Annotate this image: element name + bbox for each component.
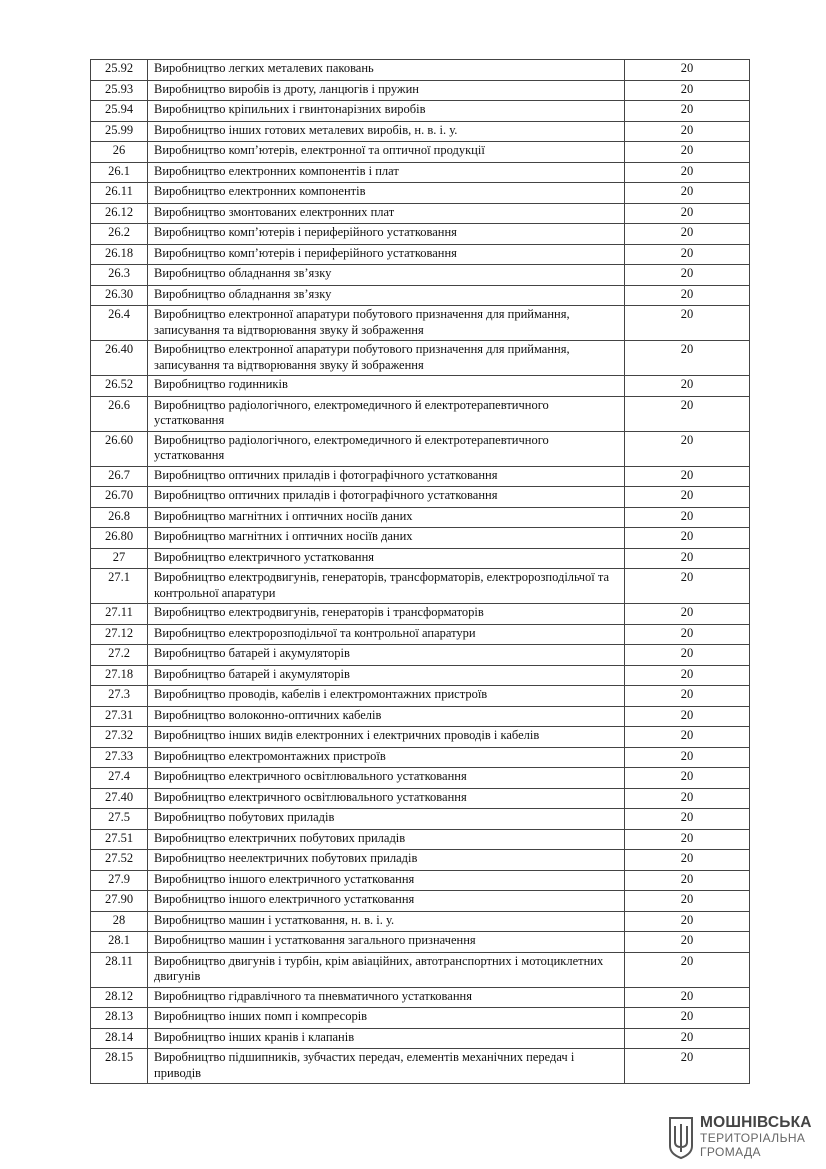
- row-name: Виробництво двигунів і турбін, крім авіаційних, автотранспортних і мотоциклетних двигунів: [148, 952, 625, 987]
- row-code: 27.3: [91, 686, 148, 707]
- row-name: Виробництво оптичних приладів і фотографічного устатковання: [148, 487, 625, 508]
- table-row: [91, 466, 750, 487]
- row-name: Виробництво проводів, кабелів і електромонтажних пристроїв: [148, 686, 625, 707]
- row-rate: 20: [625, 870, 750, 891]
- row-rate: 20: [625, 706, 750, 727]
- table-row: [91, 829, 750, 850]
- table-row: [91, 1049, 750, 1084]
- row-code: 27.1: [91, 569, 148, 604]
- logo-line-2: ТЕРИТОРІАЛЬНА: [700, 1131, 806, 1145]
- row-name: Виробництво кріпильних і гвинтонарізних виробів: [148, 101, 625, 122]
- row-name: Виробництво радіологічного, електромедичного й електротерапевтичного устатковання: [148, 396, 625, 431]
- table-row: [91, 768, 750, 789]
- row-rate: 20: [625, 285, 750, 306]
- row-name: Виробництво оптичних приладів і фотографічного устатковання: [148, 466, 625, 487]
- row-rate: 20: [625, 60, 750, 81]
- table-row: [91, 706, 750, 727]
- row-name: Виробництво магнітних і оптичних носіїв даних: [148, 507, 625, 528]
- row-rate: 20: [625, 932, 750, 953]
- row-name: Виробництво змонтованих електронних плат: [148, 203, 625, 224]
- logo-line-3: ГРОМАДА: [700, 1145, 761, 1159]
- table-row: [91, 341, 750, 376]
- row-code: 25.93: [91, 80, 148, 101]
- row-rate: 20: [625, 809, 750, 830]
- row-rate: 20: [625, 952, 750, 987]
- row-code: 26.80: [91, 528, 148, 549]
- row-rate: 20: [625, 507, 750, 528]
- table-row: [91, 101, 750, 122]
- table-row: [91, 624, 750, 645]
- table-row: [91, 727, 750, 748]
- row-code: 26.52: [91, 376, 148, 397]
- row-name: Виробництво машин і устатковання, н. в. і. у.: [148, 911, 625, 932]
- table-body: [91, 60, 750, 1084]
- table-row: [91, 870, 750, 891]
- table-row: [91, 142, 750, 163]
- row-rate: 20: [625, 1028, 750, 1049]
- row-code: 26.60: [91, 431, 148, 466]
- row-code: 26.6: [91, 396, 148, 431]
- row-rate: 20: [625, 244, 750, 265]
- row-code: 27.2: [91, 645, 148, 666]
- row-rate: 20: [625, 624, 750, 645]
- row-rate: 20: [625, 224, 750, 245]
- row-rate: 20: [625, 891, 750, 912]
- row-code: 28.13: [91, 1008, 148, 1029]
- row-rate: 20: [625, 183, 750, 204]
- row-code: 28: [91, 911, 148, 932]
- row-code: 27.11: [91, 604, 148, 625]
- row-rate: 20: [625, 665, 750, 686]
- row-name: Виробництво магнітних і оптичних носіїв даних: [148, 528, 625, 549]
- table-row: [91, 487, 750, 508]
- row-name: Виробництво виробів із дроту, ланцюгів і пружин: [148, 80, 625, 101]
- row-name: Виробництво інших видів електронних і електричних проводів і кабелів: [148, 727, 625, 748]
- row-rate: 20: [625, 1008, 750, 1029]
- community-logo: [666, 1114, 816, 1162]
- table-row: [91, 604, 750, 625]
- row-code: 27: [91, 548, 148, 569]
- row-code: 27.51: [91, 829, 148, 850]
- trident-emblem-icon: [666, 1116, 696, 1160]
- row-name: Виробництво підшипників, зубчастих передач, елементів механічних передач і приводів: [148, 1049, 625, 1084]
- row-name: Виробництво батарей і акумуляторів: [148, 665, 625, 686]
- table-row: [91, 911, 750, 932]
- row-rate: 20: [625, 101, 750, 122]
- row-code: 27.18: [91, 665, 148, 686]
- row-rate: 20: [625, 569, 750, 604]
- table-row: [91, 987, 750, 1008]
- row-code: 26.7: [91, 466, 148, 487]
- row-name: Виробництво електронних компонентів і плат: [148, 162, 625, 183]
- row-code: 26.12: [91, 203, 148, 224]
- table-row: [91, 1028, 750, 1049]
- row-code: 27.32: [91, 727, 148, 748]
- table-row: [91, 224, 750, 245]
- row-name: Виробництво електронних компонентів: [148, 183, 625, 204]
- table-row: [91, 162, 750, 183]
- table-row: [91, 60, 750, 81]
- row-code: 27.12: [91, 624, 148, 645]
- table-row: [91, 80, 750, 101]
- row-code: 27.33: [91, 747, 148, 768]
- table-row: [91, 376, 750, 397]
- row-name: Виробництво легких металевих паковань: [148, 60, 625, 81]
- row-name: Виробництво гідравлічного та пневматичного устатковання: [148, 987, 625, 1008]
- row-rate: 20: [625, 829, 750, 850]
- table-row: [91, 665, 750, 686]
- row-code: 28.1: [91, 932, 148, 953]
- row-code: 27.31: [91, 706, 148, 727]
- row-rate: 20: [625, 768, 750, 789]
- table-row: [91, 788, 750, 809]
- table-row: [91, 569, 750, 604]
- row-code: 26.1: [91, 162, 148, 183]
- row-rate: 20: [625, 548, 750, 569]
- table-row: [91, 396, 750, 431]
- row-name: Виробництво інших готових металевих виробів, н. в. і. у.: [148, 121, 625, 142]
- row-name: Виробництво електророзподільчої та контрольної апаратури: [148, 624, 625, 645]
- row-rate: 20: [625, 528, 750, 549]
- table-row: [91, 686, 750, 707]
- row-name: Виробництво обладнання зв’язку: [148, 285, 625, 306]
- row-rate: 20: [625, 727, 750, 748]
- row-code: 25.92: [91, 60, 148, 81]
- table-row: [91, 528, 750, 549]
- row-name: Виробництво електричного освітлювального устатковання: [148, 768, 625, 789]
- row-rate: 20: [625, 987, 750, 1008]
- row-code: 26.3: [91, 265, 148, 286]
- row-code: 28.12: [91, 987, 148, 1008]
- row-code: 27.4: [91, 768, 148, 789]
- table-row: [91, 203, 750, 224]
- row-name: Виробництво іншого електричного устатковання: [148, 870, 625, 891]
- table-row: [91, 507, 750, 528]
- row-rate: 20: [625, 487, 750, 508]
- row-rate: 20: [625, 911, 750, 932]
- row-code: 26.4: [91, 306, 148, 341]
- row-name: Виробництво неелектричних побутових приладів: [148, 850, 625, 871]
- table-row: [91, 183, 750, 204]
- row-code: 26.18: [91, 244, 148, 265]
- row-name: Виробництво побутових приладів: [148, 809, 625, 830]
- row-rate: 20: [625, 850, 750, 871]
- table-row: [91, 285, 750, 306]
- row-code: 28.11: [91, 952, 148, 987]
- row-code: 25.94: [91, 101, 148, 122]
- table-row: [91, 747, 750, 768]
- row-rate: 20: [625, 265, 750, 286]
- table-row: [91, 952, 750, 987]
- table-row: [91, 932, 750, 953]
- row-rate: 20: [625, 142, 750, 163]
- row-rate: 20: [625, 396, 750, 431]
- row-rate: 20: [625, 80, 750, 101]
- row-name: Виробництво машин і устатковання загального призначення: [148, 932, 625, 953]
- row-name: Виробництво іншого електричного устатковання: [148, 891, 625, 912]
- table-row: [91, 306, 750, 341]
- logo-line-1: МОШНІВСЬКА: [700, 1114, 812, 1131]
- row-code: 27.9: [91, 870, 148, 891]
- table-row: [91, 645, 750, 666]
- table-row: [91, 548, 750, 569]
- row-name: Виробництво годинників: [148, 376, 625, 397]
- row-code: 28.14: [91, 1028, 148, 1049]
- row-name: Виробництво електричного устатковання: [148, 548, 625, 569]
- kved-rates-table: [90, 59, 750, 1084]
- row-rate: 20: [625, 431, 750, 466]
- row-code: 26.2: [91, 224, 148, 245]
- row-rate: 20: [625, 121, 750, 142]
- row-code: 27.52: [91, 850, 148, 871]
- row-name: Виробництво електромонтажних пристроїв: [148, 747, 625, 768]
- row-rate: 20: [625, 376, 750, 397]
- row-rate: 20: [625, 1049, 750, 1084]
- row-name: Виробництво електричних побутових приладів: [148, 829, 625, 850]
- table-row: [91, 809, 750, 830]
- row-name: Виробництво електричного освітлювального устатковання: [148, 788, 625, 809]
- row-name: Виробництво комп’ютерів, електронної та оптичної продукції: [148, 142, 625, 163]
- row-name: Виробництво обладнання зв’язку: [148, 265, 625, 286]
- row-rate: 20: [625, 162, 750, 183]
- table-row: [91, 265, 750, 286]
- row-rate: 20: [625, 341, 750, 376]
- row-rate: 20: [625, 203, 750, 224]
- table-row: [91, 1008, 750, 1029]
- row-rate: 20: [625, 788, 750, 809]
- row-name: Виробництво радіологічного, електромедичного й електротерапевтичного устатковання: [148, 431, 625, 466]
- row-rate: 20: [625, 604, 750, 625]
- row-code: 28.15: [91, 1049, 148, 1084]
- row-name: Виробництво комп’ютерів і периферійного устатковання: [148, 244, 625, 265]
- row-name: Виробництво електронної апаратури побутового призначення для приймання, записування та відтворювання звуку й зображення: [148, 306, 625, 341]
- row-name: Виробництво інших помп і компресорів: [148, 1008, 625, 1029]
- row-code: 27.40: [91, 788, 148, 809]
- row-code: 26.11: [91, 183, 148, 204]
- table-row: [91, 244, 750, 265]
- row-code: 26.8: [91, 507, 148, 528]
- row-name: Виробництво комп’ютерів і периферійного устатковання: [148, 224, 625, 245]
- table-row: [91, 121, 750, 142]
- table-row: [91, 431, 750, 466]
- row-code: 26.30: [91, 285, 148, 306]
- row-name: Виробництво електронної апаратури побутового призначення для приймання, записування та відтворювання звуку й зображення: [148, 341, 625, 376]
- table-row: [91, 891, 750, 912]
- row-rate: 20: [625, 686, 750, 707]
- row-code: 26: [91, 142, 148, 163]
- row-code: 27.90: [91, 891, 148, 912]
- row-code: 27.5: [91, 809, 148, 830]
- row-name: Виробництво інших кранів і клапанів: [148, 1028, 625, 1049]
- row-code: 26.70: [91, 487, 148, 508]
- row-name: Виробництво електродвигунів, генераторів і трансформаторів: [148, 604, 625, 625]
- row-rate: 20: [625, 466, 750, 487]
- row-name: Виробництво електродвигунів, генераторів, трансформаторів, електророзподільчої та контрольної апаратури: [148, 569, 625, 604]
- row-code: 26.40: [91, 341, 148, 376]
- table-row: [91, 850, 750, 871]
- row-name: Виробництво волоконно-оптичних кабелів: [148, 706, 625, 727]
- row-rate: 20: [625, 747, 750, 768]
- row-code: 25.99: [91, 121, 148, 142]
- row-rate: 20: [625, 306, 750, 341]
- row-name: Виробництво батарей і акумуляторів: [148, 645, 625, 666]
- row-rate: 20: [625, 645, 750, 666]
